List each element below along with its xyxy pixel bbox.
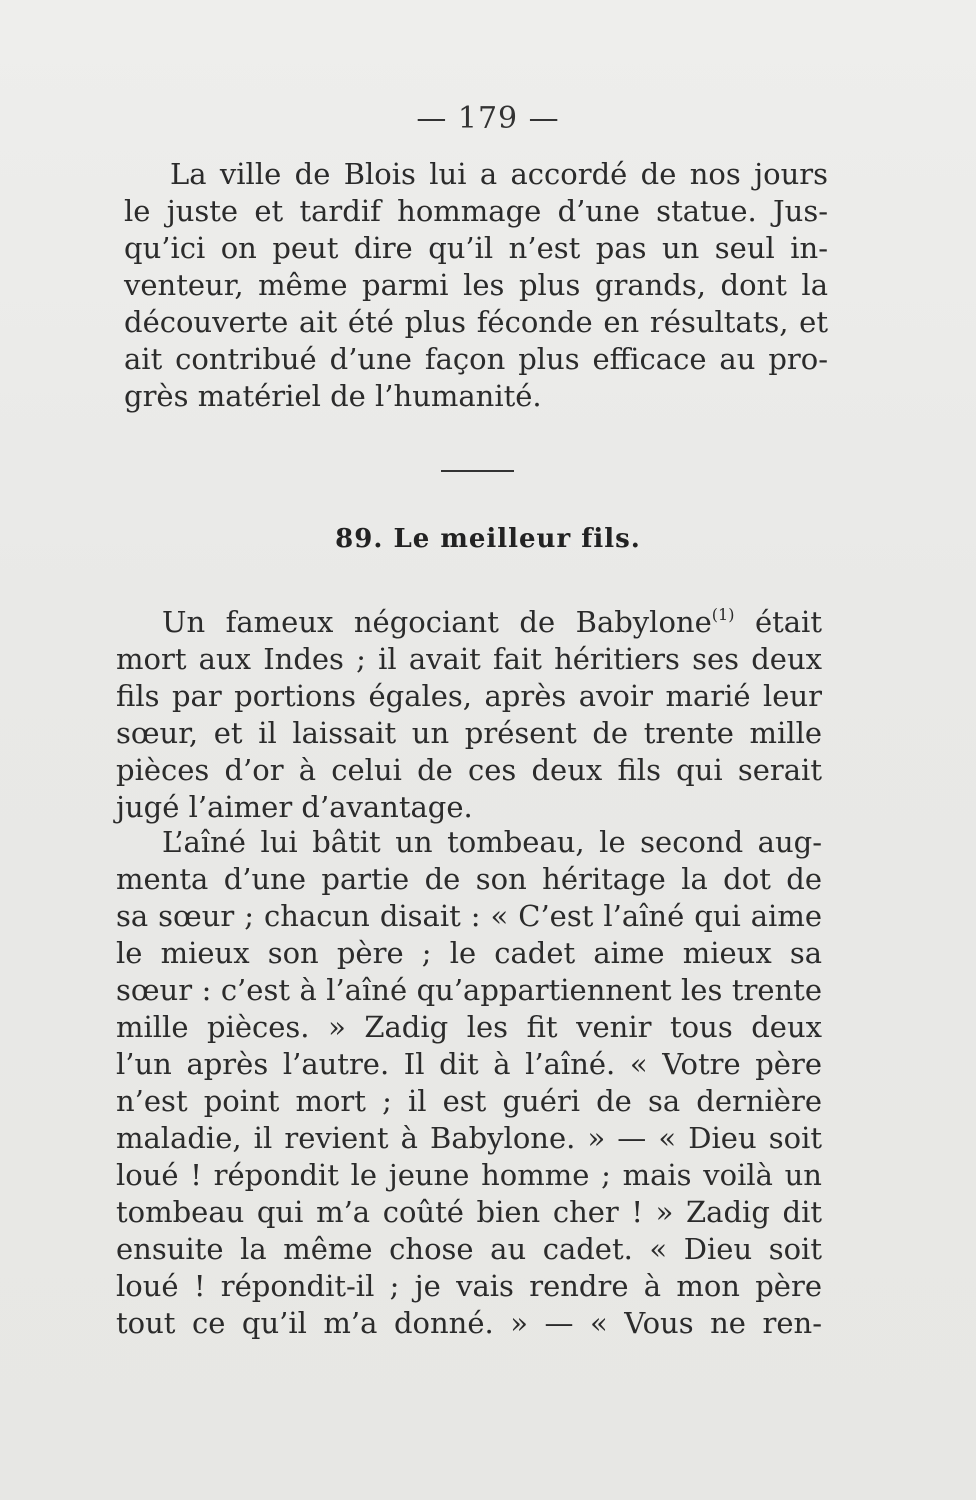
paragraph-blois-statue	[124, 156, 828, 415]
text-fragment: était	[734, 605, 822, 639]
text-line: tombeau qui m’a coûté bien cher ! » Zadig dit	[116, 1195, 822, 1229]
text-line: qu’ici on peut dire qu’il n’est pas un seul in-	[124, 231, 828, 265]
text-line: venteur, même parmi les plus grands, dont la	[124, 268, 828, 302]
section-heading: 89. Le meilleur fils.	[335, 524, 641, 554]
text-line: le mieux son père ; le cadet aime mieux sa	[116, 936, 822, 970]
text-line: tout ce qu’il m’a donné. » — « Vous ne ren-	[116, 1306, 822, 1340]
text-fragment: Un fameux négociant de Babylone	[162, 605, 712, 639]
text-line: mille pièces. » Zadig les fit venir tous deux	[116, 1010, 822, 1044]
text-line: grès matériel de l’humanité.	[124, 379, 542, 413]
text-line: loué ! répondit le jeune homme ; mais voilà un	[116, 1158, 822, 1192]
text-line: découverte ait été plus féconde en résultats, et	[124, 305, 828, 339]
footnote-marker: (1)	[711, 605, 735, 624]
text-line: maladie, il revient à Babylone. » — « Dieu soit	[116, 1121, 822, 1155]
section-divider	[441, 470, 514, 472]
text-line-with-footnote	[116, 604, 822, 641]
text-line: ensuite la même chose au cadet. « Dieu soit	[116, 1232, 822, 1266]
text-line: fils par portions égales, après avoir marié leur	[116, 679, 822, 713]
text-line: sœur : c’est à l’aîné qu’appartiennent les trente	[116, 973, 822, 1007]
text-line: L’aîné lui bâtit un tombeau, le second aug-	[162, 825, 822, 859]
text-line: menta d’une partie de son héritage la dot de	[116, 862, 822, 896]
text-line: loué ! répondit-il ; je vais rendre à mon père	[116, 1269, 822, 1303]
text-line: sœur, et il laissait un présent de trente mille	[116, 716, 822, 750]
paragraph-merchant	[116, 604, 822, 826]
text-line: l’un après l’autre. Il dit à l’aîné. « Votre père	[116, 1047, 822, 1081]
text-line: sa sœur ; chacun disait : « C’est l’aîné qui aime	[116, 899, 822, 933]
text-line: mort aux Indes ; il avait fait héritiers ses deux	[116, 642, 822, 676]
text-line: pièces d’or à celui de ces deux fils qui serait	[116, 753, 822, 787]
text-line: n’est point mort ; il est guéri de sa dernière	[116, 1084, 822, 1118]
text-line: ait contribué d’une façon plus efficace au pro-	[124, 342, 828, 376]
text-line: jugé l’aimer d’avantage.	[116, 790, 473, 824]
text-line: le juste et tardif hommage d’une statue. Jus-	[124, 194, 828, 228]
text-line: La ville de Blois lui a accordé de nos jours	[170, 157, 828, 191]
page-number: — 179 —	[416, 101, 560, 136]
paragraph-zadig	[116, 824, 822, 1342]
